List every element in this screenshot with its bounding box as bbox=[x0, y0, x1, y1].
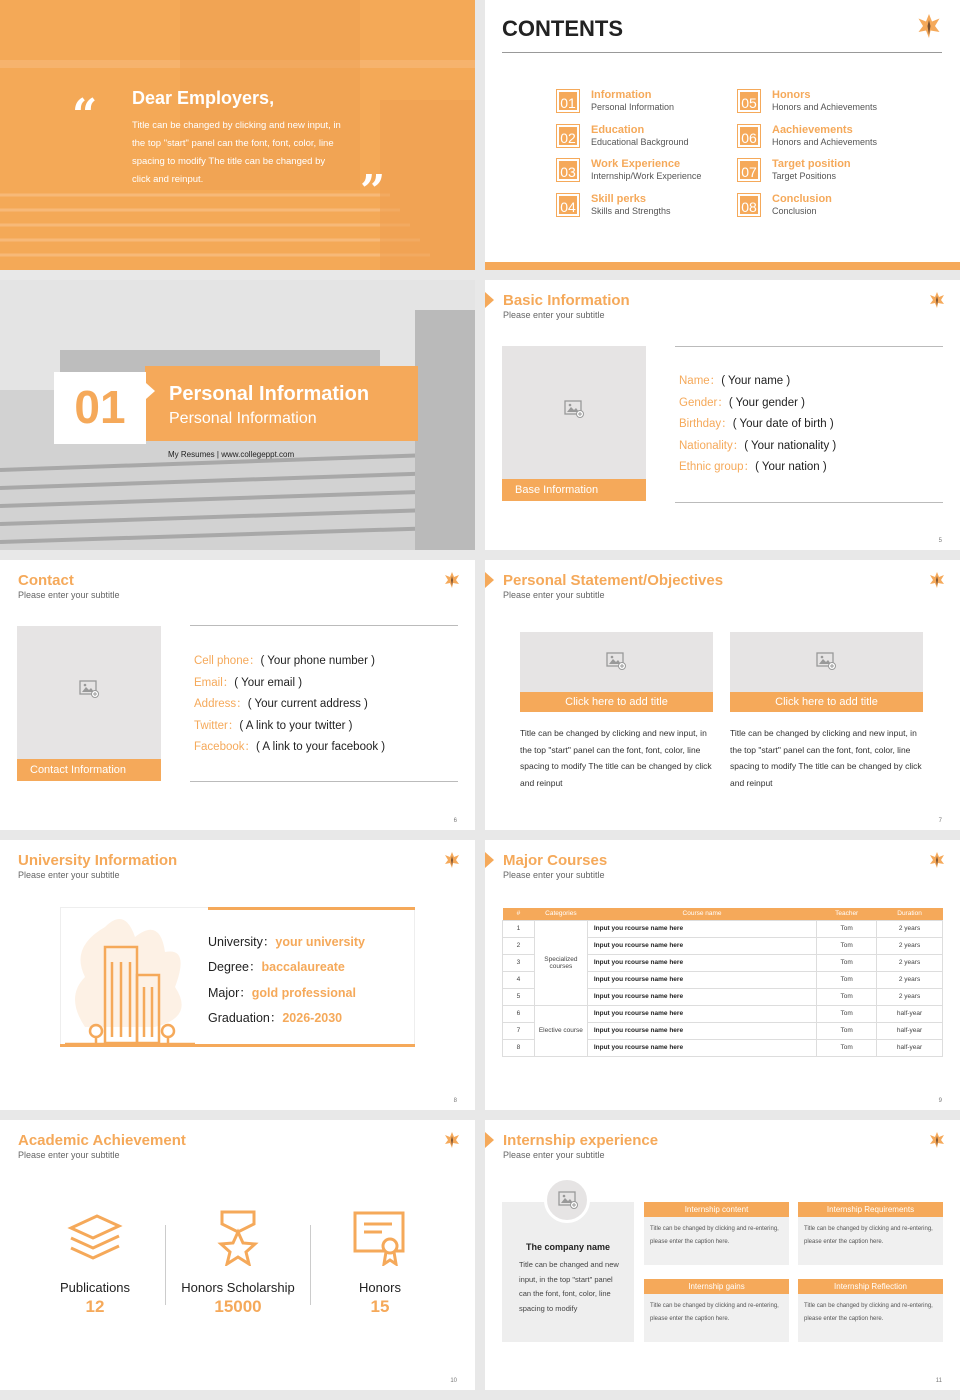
contents-item-number: 07 bbox=[738, 159, 760, 181]
contents-item-number: 08 bbox=[738, 194, 760, 216]
slide-subtitle: Please enter your subtitle bbox=[18, 590, 120, 600]
slide-academic-achievement[interactable] bbox=[0, 1120, 475, 1390]
slide-subtitle: Please enter your subtitle bbox=[503, 1150, 605, 1160]
slide-section-personal[interactable] bbox=[0, 280, 475, 550]
box-header-3: Internship gains bbox=[644, 1279, 789, 1294]
info-key: Address： bbox=[194, 698, 248, 711]
info-value[interactable]: ( Your nationality ) bbox=[744, 439, 837, 452]
accent-line-bottom bbox=[60, 1044, 415, 1047]
info-row bbox=[679, 414, 854, 436]
photo-placeholder[interactable] bbox=[17, 626, 161, 781]
info-row bbox=[679, 393, 854, 415]
course-name-cell[interactable]: Input you rcourse name here bbox=[587, 1039, 816, 1056]
page-number: 8 bbox=[453, 1098, 457, 1104]
university-row bbox=[208, 1006, 365, 1031]
box-header-2: Internship Requirements bbox=[798, 1202, 943, 1217]
university-value[interactable]: baccalaureate bbox=[261, 960, 345, 975]
info-row bbox=[679, 436, 854, 458]
contents-item-title: Skill perks bbox=[591, 192, 647, 205]
contents-item[interactable] bbox=[738, 90, 913, 116]
contents-item[interactable] bbox=[557, 194, 732, 220]
info-value[interactable]: ( A link to your twitter ) bbox=[239, 719, 353, 732]
slide-title: Major Courses bbox=[503, 852, 608, 869]
duration-cell: half-year bbox=[877, 1022, 943, 1039]
slide-contents[interactable] bbox=[485, 0, 960, 270]
page-number: 6 bbox=[453, 818, 457, 824]
books-stack-icon bbox=[67, 1212, 123, 1262]
box-text-3: Title can be changed by clicking and re-entering, please enter the caption here. bbox=[644, 1294, 789, 1342]
info-value[interactable]: ( Your gender ) bbox=[728, 396, 805, 409]
teacher-cell: Tom bbox=[817, 1022, 877, 1039]
university-row bbox=[208, 955, 365, 980]
achievement-value-2: 15000 bbox=[214, 1297, 262, 1316]
university-key: Graduation： bbox=[208, 1010, 283, 1025]
box-text-2: Title can be changed by clicking and re-entering, please enter the caption here. bbox=[798, 1217, 943, 1265]
teacher-cell: Tom bbox=[817, 1005, 877, 1022]
title-marker bbox=[485, 852, 494, 868]
table-header-row bbox=[503, 908, 943, 920]
course-name-cell[interactable]: Input you rcourse name here bbox=[587, 1022, 816, 1039]
contents-item-number: 03 bbox=[557, 159, 579, 181]
university-details bbox=[208, 930, 365, 1031]
contents-item-sub: Honors and Achievements bbox=[772, 136, 878, 147]
maple-leaf-logo-icon bbox=[445, 1132, 459, 1148]
teacher-cell: Tom bbox=[817, 988, 877, 1005]
slide-basic-information[interactable] bbox=[485, 280, 960, 550]
section-title: Personal Information bbox=[169, 383, 370, 405]
course-name-cell[interactable]: Input you rcourse name here bbox=[587, 971, 816, 988]
box-text-1: Title can be changed by clicking and re-entering, please enter the caption here. bbox=[644, 1217, 789, 1265]
contents-title: CONTENTS bbox=[502, 16, 623, 41]
info-key: Facebook： bbox=[194, 741, 257, 754]
title-marker bbox=[485, 292, 494, 308]
course-name-cell[interactable]: Input you rcourse name here bbox=[587, 1005, 816, 1022]
course-name-cell[interactable]: Input you rcourse name here bbox=[587, 988, 816, 1005]
info-row bbox=[194, 737, 464, 759]
contact-list bbox=[194, 651, 464, 759]
info-value[interactable]: ( A link to your facebook ) bbox=[256, 741, 386, 754]
row-number: 3 bbox=[503, 954, 535, 971]
contents-item[interactable] bbox=[557, 125, 732, 151]
maple-leaf-logo-icon bbox=[930, 852, 944, 868]
info-row bbox=[194, 716, 464, 738]
slide-university-information[interactable] bbox=[0, 840, 475, 1110]
photo-placeholder[interactable] bbox=[502, 346, 646, 501]
row-number: 4 bbox=[503, 971, 535, 988]
contents-item-number: 02 bbox=[557, 125, 579, 147]
slide-title: Academic Achievement bbox=[18, 1132, 186, 1149]
card-text-1: Title can be changed by clicking and new input, in the top "start" panel can the font, font, color, line spacing to modify The title can be changed by click and reinput bbox=[520, 728, 712, 788]
maple-leaf-logo-icon bbox=[445, 852, 459, 868]
info-key: Cell phone： bbox=[194, 655, 261, 667]
company-text: Title can be changed and new input, in the top "start" panel can the font, font, color, line spacing to modify bbox=[519, 1260, 619, 1313]
section-number: 01 bbox=[74, 381, 126, 433]
maple-leaf-logo-icon bbox=[930, 292, 944, 308]
university-key: University： bbox=[208, 935, 276, 949]
col-header: Categories bbox=[534, 908, 587, 920]
company-logo-placeholder[interactable] bbox=[544, 1177, 590, 1223]
row-number: 1 bbox=[503, 920, 535, 937]
info-value[interactable]: ( Your email ) bbox=[234, 676, 303, 689]
duration-cell: half-year bbox=[877, 1039, 943, 1056]
title-marker bbox=[485, 572, 494, 588]
university-key: Degree： bbox=[208, 960, 262, 975]
medal-star-icon bbox=[216, 1210, 260, 1266]
row-number: 2 bbox=[503, 937, 535, 954]
contents-item-sub: Target Positions bbox=[772, 171, 837, 181]
card-image-placeholder-1[interactable] bbox=[520, 632, 713, 712]
contents-item-number: 05 bbox=[738, 90, 760, 112]
contents-item-title: Information bbox=[591, 89, 652, 101]
basic-info-list bbox=[679, 371, 854, 479]
teacher-cell: Tom bbox=[817, 1039, 877, 1056]
category-cell: Elective course bbox=[534, 1005, 587, 1056]
info-row bbox=[194, 651, 464, 673]
contents-item-title: Honors bbox=[772, 89, 811, 101]
greeting-title: Dear Employers, bbox=[132, 88, 275, 108]
achievement-value-3: 15 bbox=[370, 1297, 390, 1316]
contents-item[interactable] bbox=[738, 125, 913, 151]
info-key: Birthday： bbox=[679, 418, 733, 431]
info-value[interactable]: ( Your nation ) bbox=[755, 461, 827, 474]
courses-table bbox=[502, 908, 943, 1057]
slide-subtitle: Please enter your subtitle bbox=[503, 870, 605, 880]
row-number: 7 bbox=[503, 1022, 535, 1039]
row-number: 5 bbox=[503, 988, 535, 1005]
achievement-label-3: Honors bbox=[359, 1280, 401, 1295]
contents-item[interactable] bbox=[738, 159, 913, 185]
table-row bbox=[503, 920, 943, 937]
info-key: Nationality： bbox=[679, 439, 745, 452]
slide-dear-employers[interactable] bbox=[0, 0, 475, 270]
info-key: Email： bbox=[194, 676, 235, 689]
achievement-label-1: Publications bbox=[59, 1280, 131, 1295]
arrow-marker bbox=[146, 383, 155, 399]
university-value[interactable]: gold professional bbox=[251, 985, 356, 1000]
achievement-label-2: Honors Scholarship bbox=[181, 1280, 295, 1295]
page-number: 7 bbox=[938, 818, 942, 824]
row-number: 8 bbox=[503, 1039, 535, 1056]
col-header: Teacher bbox=[817, 908, 877, 920]
image-add-icon bbox=[558, 1191, 578, 1209]
table-row bbox=[503, 1005, 943, 1022]
company-name: The company name bbox=[525, 1242, 611, 1252]
contents-item-sub: Honors and Achievements bbox=[772, 102, 878, 112]
duration-cell: half-year bbox=[877, 1005, 943, 1022]
box-text-4: Title can be changed by clicking and re-entering, please enter the caption here. bbox=[798, 1294, 943, 1342]
contents-item[interactable] bbox=[557, 159, 732, 185]
university-row bbox=[208, 930, 365, 955]
slide-title: University Information bbox=[18, 852, 178, 869]
contents-item-title: Target position bbox=[772, 158, 851, 170]
slide-title: Basic Information bbox=[503, 292, 630, 309]
teacher-cell: Tom bbox=[817, 971, 877, 988]
contents-item-sub: Skills and Strengths bbox=[591, 205, 671, 216]
info-key: Name： bbox=[679, 375, 722, 387]
university-value[interactable]: your university bbox=[275, 935, 365, 949]
contents-item-number: 01 bbox=[557, 90, 579, 112]
info-row bbox=[679, 457, 854, 479]
teacher-cell: Tom bbox=[817, 954, 877, 971]
card-title-2[interactable]: Click here to add title bbox=[730, 692, 923, 712]
page-number: 10 bbox=[450, 1378, 457, 1384]
photo-label: Base Information bbox=[502, 479, 646, 501]
contents-item-title: Education bbox=[591, 123, 645, 136]
contents-item-sub: Internship/Work Experience bbox=[591, 171, 702, 181]
info-value[interactable]: ( Your current address ) bbox=[247, 698, 368, 711]
contents-item-number: 04 bbox=[557, 194, 579, 216]
company-card bbox=[502, 1202, 634, 1342]
slide-subtitle: Please enter your subtitle bbox=[503, 590, 605, 600]
page-number: 5 bbox=[938, 538, 942, 544]
image-add-icon bbox=[564, 400, 584, 418]
contents-item-sub: Personal Information bbox=[591, 102, 675, 112]
city-buildings-icon bbox=[65, 907, 195, 1047]
contents-item[interactable] bbox=[557, 90, 732, 116]
info-key: Twitter： bbox=[194, 719, 240, 732]
section-number-box bbox=[54, 372, 146, 444]
maple-leaf-logo-icon bbox=[930, 572, 944, 588]
slide-title: Internship experience bbox=[503, 1132, 659, 1149]
page-number: 11 bbox=[935, 1378, 942, 1384]
maple-leaf-logo-icon bbox=[930, 1132, 944, 1148]
card-image-placeholder-2[interactable] bbox=[730, 632, 923, 712]
col-header: # bbox=[503, 908, 535, 920]
contents-item-title: Work Experience bbox=[591, 158, 681, 170]
contents-item-title: Aachievements bbox=[772, 123, 853, 136]
contents-item-sub: Educational Background bbox=[591, 136, 689, 147]
info-value[interactable]: ( Your phone number ) bbox=[260, 655, 375, 667]
footer-bar bbox=[485, 262, 960, 270]
image-add-icon bbox=[816, 652, 836, 670]
university-row bbox=[208, 981, 365, 1006]
page-number: 9 bbox=[938, 1098, 942, 1104]
contents-item-sub: Conclusion bbox=[772, 205, 817, 216]
slide-internship-experience[interactable] bbox=[485, 1120, 960, 1390]
section-footer: My Resumes | www.collegeppt.com bbox=[168, 450, 295, 459]
info-value[interactable]: ( Your date of birth ) bbox=[732, 418, 834, 431]
info-value[interactable]: ( Your name ) bbox=[721, 375, 791, 387]
divider bbox=[165, 1225, 166, 1305]
slide-contact[interactable] bbox=[0, 560, 475, 830]
contents-item[interactable] bbox=[738, 194, 913, 220]
info-row bbox=[194, 694, 464, 716]
close-quote-icon: ” bbox=[360, 166, 386, 217]
slide-title: Contact bbox=[18, 572, 74, 589]
contents-item-number: 06 bbox=[738, 125, 760, 147]
open-quote-icon: “ bbox=[72, 90, 98, 141]
category-cell: Specialized courses bbox=[534, 920, 587, 1005]
info-row bbox=[679, 371, 854, 393]
duration-cell: 2 years bbox=[877, 971, 943, 988]
teacher-cell: Tom bbox=[817, 920, 877, 937]
slide-subtitle: Please enter your subtitle bbox=[18, 1150, 120, 1160]
box-header-1: Internship content bbox=[644, 1202, 789, 1217]
slide-personal-statement[interactable] bbox=[485, 560, 960, 830]
slide-subtitle: Please enter your subtitle bbox=[503, 310, 605, 320]
slide-subtitle: Please enter your subtitle bbox=[18, 870, 120, 880]
image-add-icon bbox=[606, 652, 626, 670]
university-value[interactable]: 2026-2030 bbox=[282, 1010, 343, 1025]
card-text-2: Title can be changed by clicking and new input, in the top "start" panel can the font, font, color, line spacing to modify The title can be changed by click and reinput bbox=[730, 728, 922, 788]
course-name-cell[interactable]: Input you rcourse name here bbox=[587, 920, 816, 937]
box-header-4: Internship Reflection bbox=[798, 1279, 943, 1294]
title-marker bbox=[485, 1132, 494, 1148]
teacher-cell: Tom bbox=[817, 937, 877, 954]
image-add-icon bbox=[79, 680, 99, 698]
university-key: Major： bbox=[208, 985, 252, 1000]
slide-title: Personal Statement/Objectives bbox=[503, 572, 724, 589]
course-name-cell[interactable]: Input you rcourse name here bbox=[587, 954, 816, 971]
info-key: Ethnic group： bbox=[679, 461, 756, 474]
maple-leaf-logo-icon bbox=[918, 14, 940, 38]
achievement-value-1: 12 bbox=[85, 1297, 105, 1316]
duration-cell: 2 years bbox=[877, 920, 943, 937]
contents-item-title: Conclusion bbox=[772, 192, 832, 205]
photo-label: Contact Information bbox=[17, 759, 161, 781]
info-row bbox=[194, 673, 464, 695]
accent-line bbox=[208, 907, 415, 910]
course-name-cell[interactable]: Input you rcourse name here bbox=[587, 937, 816, 954]
col-header: Duration bbox=[877, 908, 943, 920]
greeting-body: Title can be changed by clicking and new input, in the top "start" panel can the font, font, color, line spacing to modify The title can be changed by click and reinput. bbox=[132, 120, 341, 185]
maple-leaf-logo-icon bbox=[445, 572, 459, 588]
col-header: Course name bbox=[587, 908, 816, 920]
duration-cell: 2 years bbox=[877, 937, 943, 954]
duration-cell: 2 years bbox=[877, 954, 943, 971]
row-number: 6 bbox=[503, 1005, 535, 1022]
section-subtitle: Personal Information bbox=[169, 410, 317, 427]
certificate-icon bbox=[352, 1210, 408, 1266]
slide-major-courses[interactable] bbox=[485, 840, 960, 1110]
duration-cell: 2 years bbox=[877, 988, 943, 1005]
info-key: Gender： bbox=[679, 396, 729, 409]
card-title-1[interactable]: Click here to add title bbox=[520, 692, 713, 712]
